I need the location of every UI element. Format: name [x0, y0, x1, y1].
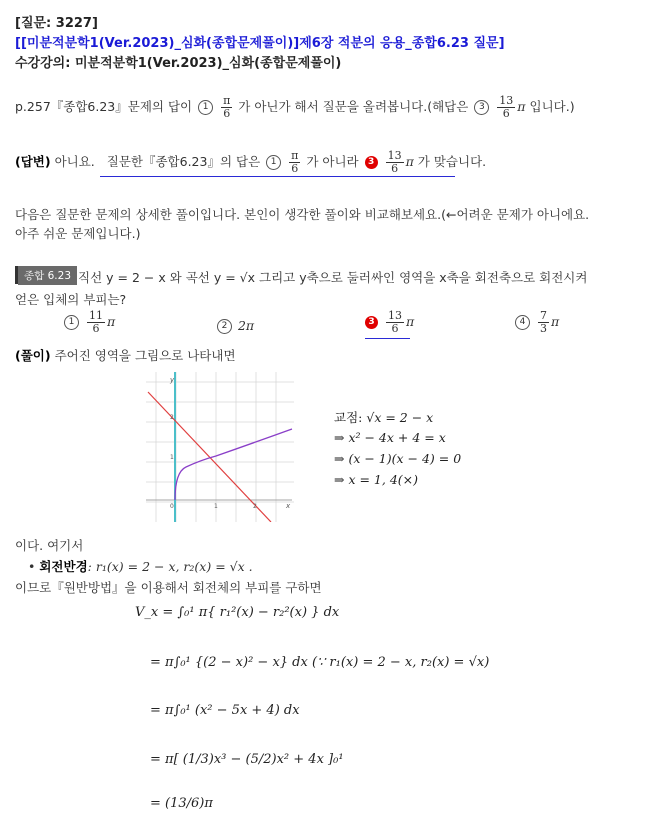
intersection-line-2: ⇒ x² − 4x + 4 = x: [334, 430, 446, 445]
integral-step-5: = (13/6)π: [150, 796, 213, 811]
question-suffix: 입니다.): [529, 99, 575, 114]
answer-text-3: 가 맞습니다.: [417, 154, 487, 169]
answer-choice-1-mark: 1: [266, 155, 281, 170]
pi-over-6-fraction: $\frac{\pi}{6}$: [223, 94, 231, 120]
question-prefix: p.257『종합6.23』문제의 답이: [15, 99, 193, 114]
question-text: p.257『종합6.23』문제의 답이 1 $\frac{\pi}{6}$ 가 아닌가 해서 질문을 올려봅니다.(해답은 3 $\frac{13}{6}$ π 입니다.): [15, 94, 575, 120]
answer-pi-over-6: $\frac{\pi}{6}$: [291, 149, 299, 175]
intersection-line-4: ⇒ x = 1, 4(×): [334, 472, 418, 487]
answer-line: (답변) 아니요. 질문한『종합6.23』의 답은 1 $\frac{\pi}{6}$ 가 아니라 3 $\frac{13}{6}$ π 가 맞습니다.: [15, 149, 487, 175]
x-tick-2: 2: [253, 503, 257, 510]
y-tick-1: 1: [170, 454, 174, 461]
integral-step-1: V_x = ∫₀¹ π{ r₁²(x) − r₂²(x) } dx: [135, 605, 340, 620]
x-label: x: [286, 502, 291, 510]
choice-3-mark: 3: [474, 100, 489, 115]
answer-label: (답변): [15, 154, 51, 169]
question-number: [질문: 3227]: [15, 16, 98, 31]
choice-1-mark: 1: [198, 100, 213, 115]
solution-intro: 주어진 영역을 그림으로 나타내면: [54, 348, 236, 363]
problem-line-1: 직선 y = 2 − x 와 곡선 y = √x 그리고 y축으로 둘러싸인 영역을 x축을 회전축으로 회전시켜: [78, 270, 588, 285]
region-graph: [146, 372, 294, 522]
intersection-line-3: ⇒ (x − 1)(x − 4) = 0: [334, 451, 462, 466]
answer-underline: [100, 176, 455, 177]
course-label: 수강강의:: [15, 56, 71, 71]
problem-line-2: 얻은 입체의 부피는?: [15, 292, 127, 307]
integral-step-3: = π∫₀¹ (x² − 5x + 4) dx: [150, 703, 300, 718]
explanation-line-1: 다음은 질문한 문제의 상세한 풀이입니다. 본인이 생각한 풀이와 비교해보세요.(←어려운 문제가 아니에요.: [15, 207, 590, 222]
choice-2: 2 2π: [215, 318, 254, 334]
solution-label: (풀이): [15, 348, 51, 363]
x-tick-1: 1: [214, 503, 218, 510]
explanation-line-2: 아주 쉬운 문제입니다.): [15, 226, 141, 241]
y-tick-2: 2: [170, 414, 174, 421]
course-name: 미분적분학1(Ver.2023)_심화(종합문제풀이): [74, 56, 342, 71]
y-label: y: [170, 376, 175, 384]
question-middle: 가 아닌가 해서 질문을 올려봅니다.(해답은: [238, 99, 469, 114]
graph-grid: [146, 372, 294, 522]
answer-choice-3-mark: 3: [365, 156, 378, 169]
choice-1: 1 $\frac{11}{6}$ π: [62, 310, 115, 335]
method-text: 이므로『원반방법』을 이용해서 회전체의 부피를 구하면: [15, 580, 322, 595]
course-link[interactable]: [[미분적분학1(Ver.2023)_심화(종합문제풀이)]제6장 적분의 응용_종합6.23 질문]: [15, 36, 505, 51]
choice-3: 3 $\frac{13}{6}$ π: [363, 310, 414, 335]
course-info: [15, 52, 341, 71]
origin-label: 0: [170, 503, 174, 510]
thirteen-sixths-fraction: $\frac{13}{6}$: [499, 94, 514, 120]
choice-3-underline: [365, 338, 410, 339]
after-graph-text: 이다. 여기서: [15, 538, 84, 553]
solution-intro-line: [15, 346, 236, 364]
intersection-line-1: 교점: √x = 2 − x: [334, 410, 434, 425]
answer-no: 아니요.: [54, 154, 95, 169]
radius-bullet: • 회전반경: r₁(x) = 2 − x, r₂(x) = √x .: [28, 559, 253, 574]
answer-text-1: 질문한『종합6.23』의 답은: [106, 154, 261, 169]
answer-text-2: 가 아니라: [306, 154, 359, 169]
problem-badge: 종합 6.23: [18, 266, 77, 285]
integral-step-2: = π∫₀¹ {(2 − x)² − x} dx (∵ r₁(x) = 2 − x, r₂(x) = √x): [150, 655, 490, 670]
answer-thirteen-sixths: $\frac{13}{6}$: [387, 149, 402, 175]
integral-step-4: = π[ (1/3)x³ − (5/2)x² + 4x ]₀¹: [150, 752, 344, 767]
choice-4: 4 $\frac{7}{3}$ π: [513, 310, 559, 335]
